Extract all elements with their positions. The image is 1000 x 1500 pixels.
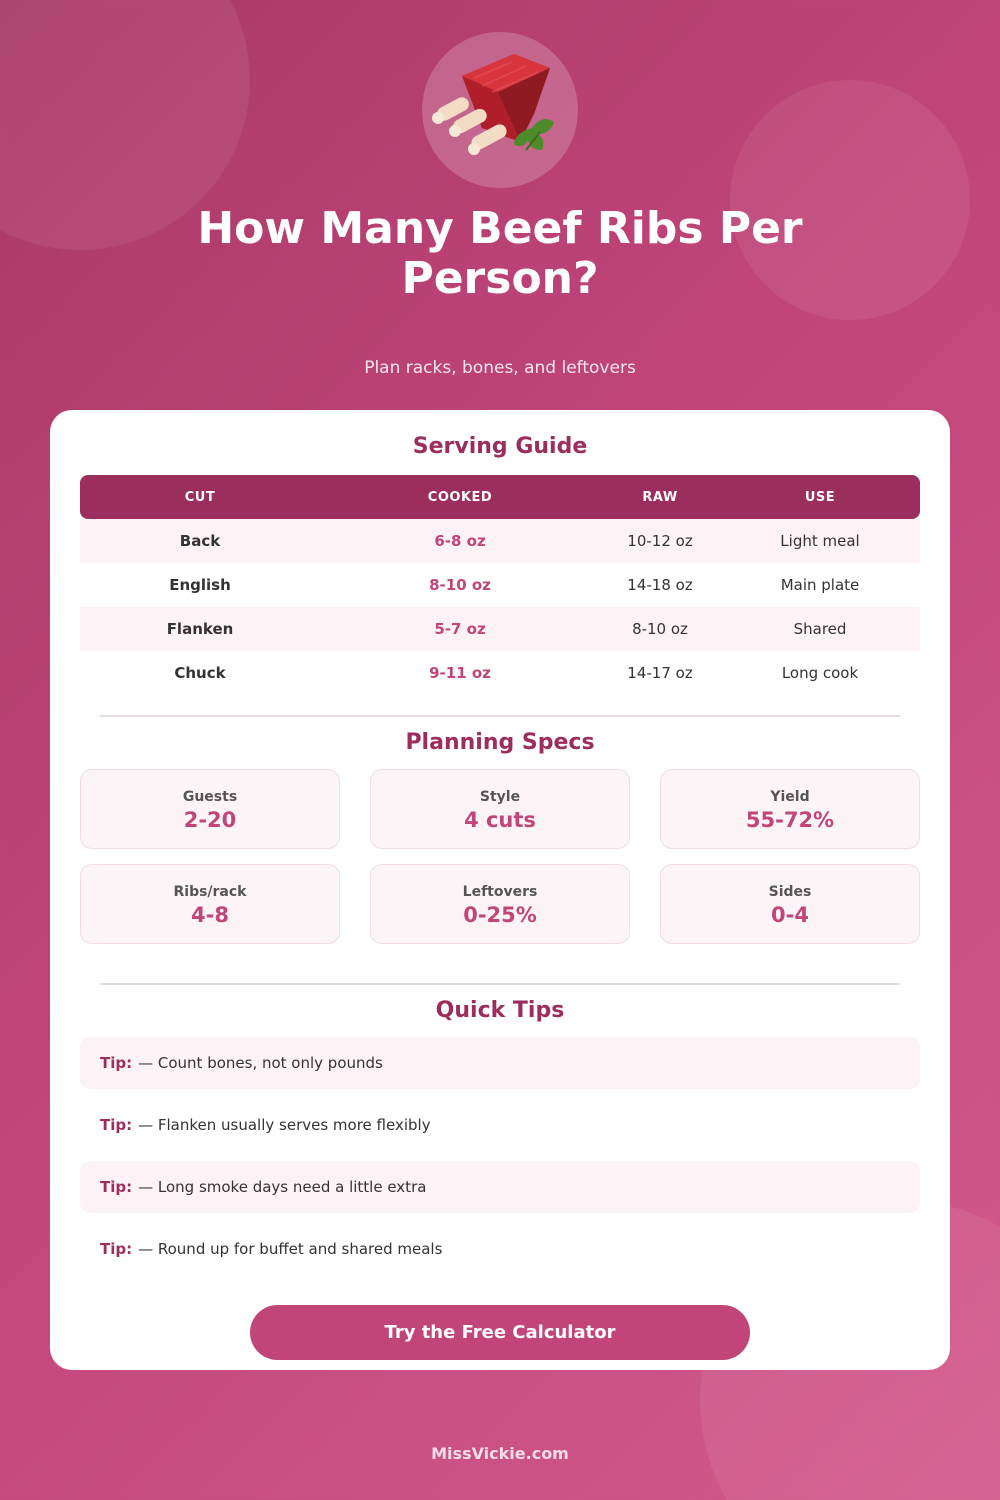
tip-label: Tip: <box>100 1178 133 1196</box>
spec-value: 55-72% <box>745 808 835 832</box>
spec-label: Sides <box>768 884 812 900</box>
cut-cell: Chuck <box>174 664 226 682</box>
cut-cell: English <box>169 576 231 594</box>
use-cell: Shared <box>793 620 847 638</box>
list-item <box>80 1037 920 1089</box>
spec-value: 2-20 <box>183 808 237 832</box>
table-row <box>80 607 920 651</box>
cooked-cell: 8-10 oz <box>429 576 491 594</box>
raw-cell: 10-12 oz <box>627 532 693 550</box>
tip-text: — Flanken usually serves more flexibly <box>138 1116 431 1134</box>
spec-card-guests <box>80 769 340 849</box>
table-row <box>80 563 920 607</box>
spec-label: Guests <box>182 789 238 805</box>
content-card <box>50 410 950 1370</box>
footer-brand[interactable]: MissVickie.com <box>431 1444 569 1463</box>
raw-cell: 8-10 oz <box>632 620 688 638</box>
raw-cell: 14-17 oz <box>627 664 693 682</box>
spec-label: Leftovers <box>462 884 538 900</box>
serving-guide-title: Serving Guide <box>412 434 588 459</box>
spec-value: 0-25% <box>463 903 537 927</box>
section-divider <box>100 983 900 985</box>
tip-text: — Count bones, not only pounds <box>138 1054 383 1072</box>
column-header-cut: CUT <box>184 489 216 505</box>
column-header-raw: RAW <box>642 489 678 505</box>
list-item <box>80 1099 920 1151</box>
raw-cell: 14-18 oz <box>627 576 693 594</box>
tip-label: Tip: <box>100 1240 133 1258</box>
cooked-cell: 6-8 oz <box>434 532 486 550</box>
use-cell: Long cook <box>781 664 859 682</box>
spec-value: 4-8 <box>191 903 229 927</box>
spec-card-leftovers <box>370 864 630 944</box>
table-header <box>80 475 920 519</box>
use-cell: Main plate <box>780 576 860 594</box>
cooked-cell: 5-7 oz <box>434 620 486 638</box>
page-subtitle: Plan racks, bones, and leftovers <box>364 358 636 378</box>
spec-card-style <box>370 769 630 849</box>
section-divider <box>100 715 900 717</box>
tip-label: Tip: <box>100 1054 133 1072</box>
tip-text: — Long smoke days need a little extra <box>138 1178 427 1196</box>
spec-label: Yield <box>770 789 810 805</box>
column-header-use: USE <box>804 489 836 505</box>
spec-card-ribs-per-rack <box>80 864 340 944</box>
planning-specs-title: Planning Specs <box>405 730 595 755</box>
cut-cell: Back <box>179 532 221 550</box>
cut-cell: Flanken <box>166 620 234 638</box>
tip-label: Tip: <box>100 1116 133 1134</box>
free-calculator-button[interactable]: Try the Free Calculator <box>250 1305 750 1360</box>
spec-value: 0-4 <box>771 903 809 927</box>
spec-card-yield <box>660 769 920 849</box>
cooked-cell: 9-11 oz <box>429 664 491 682</box>
serving-guide-table <box>80 475 920 695</box>
list-item <box>80 1161 920 1213</box>
spec-value: 4 cuts <box>464 808 536 832</box>
spec-card-sides <box>660 864 920 944</box>
spec-label: Style <box>479 789 521 805</box>
tip-text: — Round up for buffet and shared meals <box>138 1240 443 1258</box>
spec-label: Ribs/rack <box>173 884 247 900</box>
beef-ribs-icon <box>422 32 578 188</box>
table-row <box>80 519 920 563</box>
list-item <box>80 1223 920 1275</box>
table-row <box>80 651 920 695</box>
quick-tips-title: Quick Tips <box>435 998 565 1023</box>
column-header-cooked: COOKED <box>427 489 493 505</box>
use-cell: Light meal <box>780 532 860 550</box>
page-title: How Many Beef Ribs Per Person? <box>197 203 803 304</box>
